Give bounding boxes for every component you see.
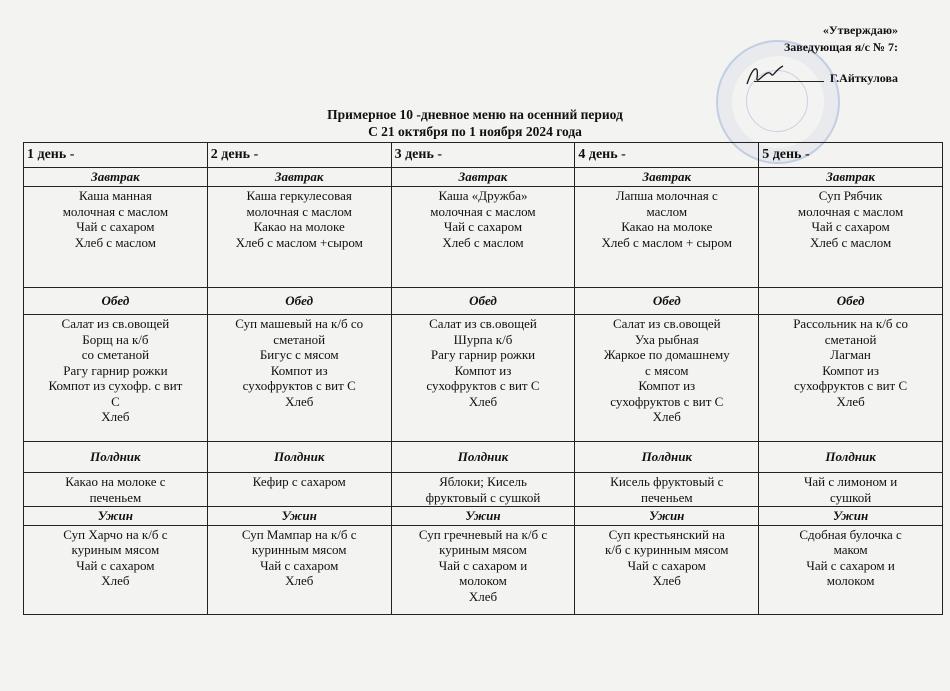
lunch-dishes-cell — [391, 315, 575, 442]
dish-line: Яблоки; Кисель — [439, 474, 527, 489]
day-header: 1 день - — [24, 143, 208, 168]
dish-line: Хлеб — [468, 588, 498, 604]
dish-line: Компот из — [638, 378, 696, 393]
day-header: 2 день - — [207, 143, 391, 168]
lunch-label: Обед — [391, 288, 575, 315]
dish-line: Чай с лимоном и — [803, 474, 898, 489]
snack-label: Полдник — [207, 442, 391, 473]
lunch-items-row — [24, 315, 943, 442]
snack-label: Полдник — [391, 442, 575, 473]
approval-position: Заведующая я/с № 7: — [783, 40, 898, 54]
dish-line: сухофруктов с вит С — [794, 378, 908, 393]
dish-line: Уха рыбная — [634, 331, 699, 347]
dish-line: молочная с маслом — [62, 203, 169, 219]
dish-line: Лагман — [830, 347, 871, 362]
dish-line: Чай с сахаром — [443, 219, 523, 234]
dish-line: Рагу гарнир рожки — [63, 362, 168, 378]
dish-line: Хлеб — [285, 573, 314, 588]
breakfast-items-row — [24, 187, 943, 288]
breakfast-label: Завтрак — [391, 168, 575, 187]
dinner-dishes-cell — [759, 525, 943, 614]
dish-line: Суп Рябчик — [818, 188, 883, 203]
dish-line: сухофруктов с вит С — [242, 378, 356, 393]
lunch-dishes-cell — [207, 315, 391, 442]
dish-line: Чай с сахаром и — [438, 557, 528, 573]
breakfast-label: Завтрак — [207, 168, 391, 187]
lunch-dishes-cell — [759, 315, 943, 442]
dish-line: маслом — [646, 203, 688, 219]
lunch-label: Обед — [207, 288, 391, 315]
breakfast-dishes-cell — [207, 187, 391, 288]
dish-line: печеньем — [89, 489, 142, 505]
breakfast-dishes-cell — [575, 187, 759, 288]
dish-line: Чай с сахаром — [811, 219, 890, 234]
breakfast-header-row — [24, 168, 943, 187]
lunch-label: Обед — [575, 288, 759, 315]
snack-label: Полдник — [24, 442, 208, 473]
snack-dishes-cell — [24, 473, 208, 507]
dish-line: Салат из св.овощей — [429, 316, 537, 331]
dish-line: молоком — [459, 573, 507, 588]
dish-line: Суп Мампар на к/б с — [241, 526, 357, 542]
dish-line: Салат из св.овощей — [61, 316, 170, 331]
breakfast-label: Завтрак — [759, 168, 943, 187]
dinner-label: Ужин — [759, 507, 943, 526]
dish-line: Компот из сухофр. с вит — [48, 378, 183, 393]
dish-line: молочная с маслом — [430, 203, 536, 219]
breakfast-label: Завтрак — [24, 168, 208, 187]
menu-table — [23, 142, 943, 615]
breakfast-dishes-cell — [759, 187, 943, 288]
dish-line: Какао на молоке — [253, 219, 345, 234]
dish-line: печеньем — [640, 489, 693, 505]
dish-line: Хлеб — [285, 393, 314, 409]
breakfast-dishes-cell — [24, 187, 208, 288]
snack-dishes-cell — [759, 473, 943, 507]
dish-line: Жаркое по домашнему — [603, 347, 730, 362]
lunch-dishes-cell — [24, 315, 208, 442]
dish-line: С — [111, 393, 120, 409]
dish-line: Хлеб — [101, 573, 130, 588]
snack-dishes-cell — [575, 473, 759, 507]
dish-line: Каша «Дружба» — [438, 188, 528, 203]
dish-line: молочная с маслом — [246, 203, 352, 219]
document-title: Примерное 10 -дневное меню на осенний период — [327, 107, 623, 122]
lunch-header-row — [24, 288, 943, 315]
dish-line: Хлеб с маслом +сыром — [235, 234, 363, 250]
dish-line: Шурпа к/б — [453, 331, 513, 347]
day-header: 4 день - — [575, 143, 759, 168]
dinner-dishes-cell — [207, 525, 391, 614]
dish-line: Хлеб — [468, 393, 498, 409]
days-row — [24, 143, 943, 168]
approval-title: «Утверждаю» — [822, 23, 898, 37]
dish-line: Суп Харчо на к/б с — [63, 526, 168, 542]
dish-line: к/б с куринным мясом — [605, 542, 729, 557]
lunch-dishes-cell — [575, 315, 759, 442]
dish-line: Суп гречневый на к/б с — [418, 526, 548, 542]
lunch-label: Обед — [759, 288, 943, 315]
dish-line: куриным мясом — [439, 542, 527, 557]
snack-dishes-cell — [207, 473, 391, 507]
dish-line: Какао на молоке — [621, 219, 713, 234]
dish-line: Бигус с мясом — [259, 347, 339, 362]
dish-line: молочная с маслом — [797, 203, 904, 219]
dish-line: Хлеб — [836, 393, 865, 409]
dish-line: Рагу гарнир рожки — [430, 347, 536, 362]
dish-line: куриным мясом — [71, 542, 160, 557]
dish-line: Хлеб — [101, 409, 130, 424]
day-header: 3 день - — [391, 143, 575, 168]
lunch-label: Обед — [24, 288, 208, 315]
dish-line: Суп машевый на к/б со — [235, 316, 364, 331]
breakfast-dishes-cell — [391, 187, 575, 288]
approval-block — [688, 22, 898, 87]
dish-line: Чай с сахаром — [627, 557, 706, 573]
approval-name: Г.Айткулова — [829, 71, 898, 85]
dish-line: Суп крестьянский на — [608, 526, 725, 542]
dish-line: Лапша молочная с — [615, 188, 718, 203]
dish-line: сухофруктов с вит С — [610, 393, 724, 409]
dish-line: Хлеб — [652, 409, 681, 424]
dinner-label: Ужин — [207, 507, 391, 526]
dish-line: со сметаной — [81, 347, 150, 362]
dish-line: Сдобная булочка с — [799, 526, 902, 542]
dish-line: с мясом — [645, 362, 689, 378]
snack-dishes-cell — [391, 473, 575, 507]
dish-line: Чай с сахаром — [260, 557, 339, 573]
dish-line: Хлеб с маслом — [74, 234, 156, 250]
dinner-dishes-cell — [575, 525, 759, 614]
dinner-label: Ужин — [24, 507, 208, 526]
dish-line: Кефир с сахаром — [252, 474, 346, 489]
snack-label: Полдник — [575, 442, 759, 473]
dinner-label: Ужин — [575, 507, 759, 526]
dinner-dishes-cell — [391, 525, 575, 614]
dish-line: Компот из — [454, 362, 512, 378]
dinner-label: Ужин — [391, 507, 575, 526]
document-header — [0, 106, 950, 140]
dish-line: маком — [833, 542, 868, 557]
dish-line: сухофруктов с вит С — [426, 378, 540, 393]
dish-line: сушкой — [829, 489, 872, 505]
dish-line: Чай с сахаром и — [806, 557, 895, 573]
dish-line: Компот из — [822, 362, 879, 378]
dish-line: Какао на молоке с — [65, 474, 166, 489]
dinner-header-row — [24, 507, 943, 526]
dish-line: Хлеб с маслом — [810, 234, 892, 250]
document-period: С 21 октября по 1 ноября 2024 года — [368, 124, 582, 139]
dish-line: Каша манная — [78, 188, 152, 203]
dish-line: сметаной — [824, 331, 877, 347]
dish-line: Борщ на к/б — [82, 331, 149, 347]
dish-line: Компот из — [270, 362, 328, 378]
signature-line — [754, 81, 824, 82]
dish-line: Салат из св.овощей — [612, 316, 721, 331]
dish-line: Рассольник на к/б со — [793, 316, 908, 331]
dish-line: Хлеб — [652, 573, 681, 588]
dish-line: сметаной — [273, 331, 326, 347]
dinner-dishes-cell — [24, 525, 208, 614]
dish-line: Чай с сахаром — [76, 219, 155, 234]
dish-line: куринным мясом — [251, 542, 347, 557]
dish-line: Хлеб с маслом — [442, 234, 524, 250]
dish-line: Кисель фруктовый с — [610, 474, 724, 489]
snack-header-row — [24, 442, 943, 473]
dish-line: Хлеб с маслом + сыром — [601, 234, 733, 250]
snack-label: Полдник — [759, 442, 943, 473]
day-header: 5 день - — [759, 143, 943, 168]
dish-line: Каша геркулесовая — [246, 188, 352, 203]
dinner-items-row — [24, 525, 943, 614]
dish-line: молоком — [826, 573, 875, 588]
dish-line: Чай с сахаром — [76, 557, 155, 573]
dish-line: фруктовый с сушкой — [425, 489, 541, 505]
snack-items-row — [24, 473, 943, 507]
breakfast-label: Завтрак — [575, 168, 759, 187]
